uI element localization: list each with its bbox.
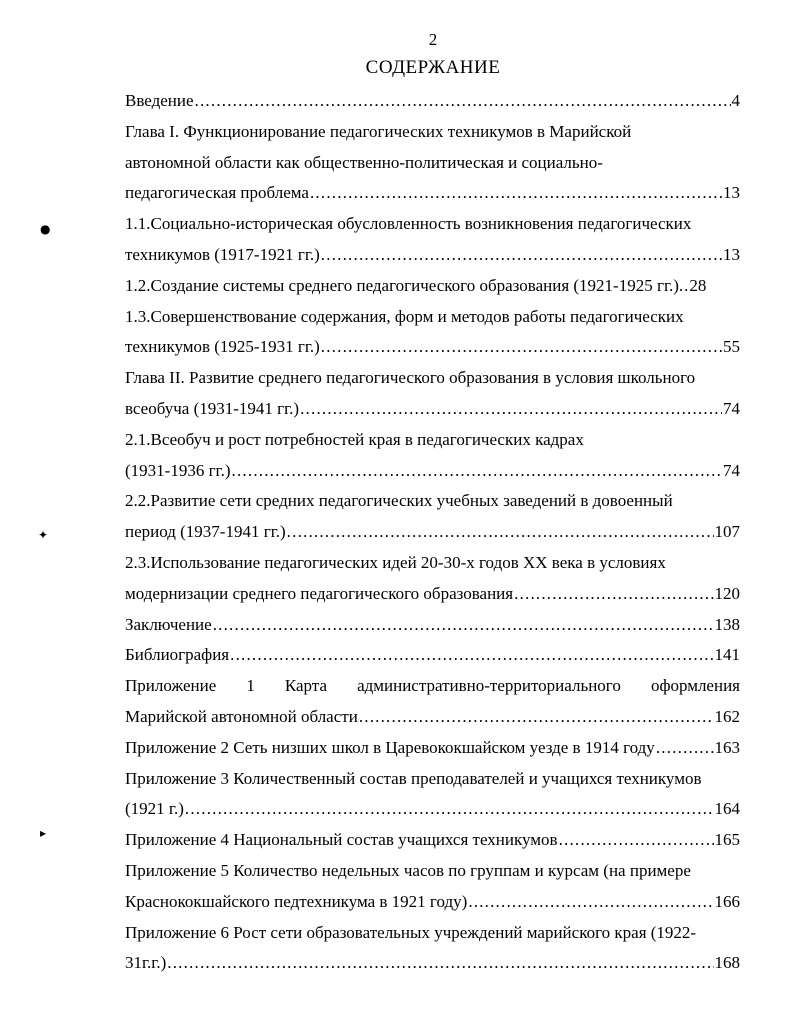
- toc-page-number: 74: [723, 398, 740, 418]
- toc-page-number: 107: [714, 522, 740, 542]
- toc-entry-chapter1-last: [125, 178, 740, 209]
- toc-entry-appendix4: [125, 825, 740, 856]
- toc-entry-title: 1.1.Социально-историческая обусловленность возникновения педагогических: [125, 214, 692, 234]
- toc-entry-1-1-last: [125, 240, 740, 271]
- toc-page-number: 138: [714, 614, 740, 634]
- toc-entry-title: Глава I. Функционирование педагогических техникумов в Марийской: [125, 121, 632, 141]
- toc-entry-appendix2: [125, 733, 740, 764]
- toc-page-number: 166: [714, 891, 740, 911]
- toc-page-number: 13: [723, 183, 740, 203]
- toc-entry-title: Приложение 3 Количественный состав преподавателей и учащихся техникумов: [125, 768, 702, 788]
- toc-entry-title: Приложение 5 Количество недельных часов по группам и курсам (на примере: [125, 860, 691, 880]
- toc-entry-chapter2-last: [125, 394, 740, 425]
- toc-entry-2-3-last: [125, 579, 740, 610]
- toc-entry-2-1-last: [125, 456, 740, 487]
- toc-page-number: 28: [689, 275, 707, 295]
- toc-page-number: 163: [714, 737, 740, 757]
- toc-entry-1-3: [125, 302, 740, 333]
- toc-entry-chapter1-cont: [125, 148, 740, 179]
- scan-speck-icon: ●: [40, 222, 51, 236]
- toc-leader: [359, 702, 714, 733]
- toc-entry-title: Марийской автономной области: [125, 706, 358, 726]
- toc-entry-word: административно-территориального: [357, 676, 621, 696]
- toc-leader: [185, 794, 714, 825]
- toc-entry-2-3: [125, 548, 740, 579]
- toc-leader: [514, 579, 713, 610]
- toc-entry-title: 1.2.Создание системы среднего педагогического образования (1921-1925 гг.): [125, 275, 679, 295]
- toc-entry-word: оформления: [650, 676, 740, 696]
- toc-entry-word: 1: [246, 676, 255, 696]
- toc-leader: [310, 178, 722, 209]
- toc-leader: [656, 733, 714, 764]
- toc-page-number: 141: [714, 645, 740, 665]
- toc-entry-title: техникумов (1925-1931 гг.): [125, 337, 320, 357]
- toc-entry-title: всеобуча (1931-1941 гг.): [125, 398, 300, 418]
- toc-entry-chapter1: [125, 117, 740, 148]
- toc-entry-appendix1: [125, 671, 740, 702]
- toc-entry-chapter2: [125, 363, 740, 394]
- toc-leader: [213, 610, 714, 641]
- toc-entry-title: Приложение 4 Национальный состав учащихся техникумов: [125, 830, 558, 850]
- toc-leader: [232, 456, 722, 487]
- toc-page-number: 4: [731, 91, 740, 110]
- page-title: СОДЕРЖАНИЕ: [365, 57, 501, 78]
- toc-entry-appendix6: [125, 918, 740, 949]
- toc-entry-title: 2.1.Всеобуч и рост потребностей края в педагогических кадрах: [125, 429, 584, 449]
- toc-entry-title: автономной области как общественно-политическая и социально-: [125, 152, 603, 172]
- toc-page-number: 168: [714, 953, 740, 973]
- scan-speck-icon: ▸: [40, 826, 47, 840]
- page-number: 2: [428, 30, 438, 49]
- toc-leader: [321, 240, 722, 271]
- toc-entry-title: Приложение 2 Сеть низших школ в Царевококшайском уезде в 1914 году: [125, 737, 655, 757]
- toc-entry-1-3-last: [125, 332, 740, 363]
- toc-entry-title: модернизации среднего педагогического образования: [125, 583, 514, 603]
- toc-entry-appendix1-last: [125, 702, 740, 733]
- toc-entry-appendix6-last: [125, 948, 740, 979]
- toc-page-number: 74: [723, 460, 740, 480]
- toc-entry-title: Глава II. Развитие среднего педагогического образования в условия школьного: [125, 368, 696, 388]
- toc-leader: [195, 86, 731, 117]
- toc-entry-title: (1931-1936 гг.): [125, 460, 231, 480]
- toc-entry-title: Введение: [125, 91, 194, 110]
- toc-entry-title: (1921 г.): [125, 799, 184, 819]
- toc-entry-title: педагогическая проблема: [125, 183, 309, 203]
- toc-entry-appendix5-last: [125, 887, 740, 918]
- toc-entry-title: Приложение 6 Рост сети образовательных учреждений марийского края (1922-: [125, 922, 697, 942]
- toc-entry-appendix5: [125, 856, 740, 887]
- toc-entry-title: техникумов (1917-1921 гг.): [125, 244, 320, 264]
- toc-entry-title: 2.3.Использование педагогических идей 20-30-х годов XX века в условиях: [125, 552, 666, 572]
- toc-entry-title: 2.2.Развитие сети средних педагогических учебных заведений в довоенный: [125, 491, 673, 511]
- toc-page-number: 120: [714, 583, 740, 603]
- toc-entry-title: Библиография: [125, 645, 230, 665]
- toc-leader: [300, 394, 722, 425]
- toc-leader: [559, 825, 714, 856]
- toc-entry-intro: [125, 86, 740, 117]
- toc-entry-appendix3-last: [125, 794, 740, 825]
- toc-leader: [230, 640, 713, 671]
- toc-leader: ..: [678, 275, 690, 295]
- toc-entry-conclusion: [125, 610, 740, 641]
- toc-entry-1-1: [125, 209, 740, 240]
- toc-page-number: 165: [714, 830, 740, 850]
- toc-entry-2-2: [125, 486, 740, 517]
- toc-leader: [321, 332, 722, 363]
- toc-entry-appendix3: [125, 764, 740, 795]
- toc-entry-1-2: [125, 271, 740, 302]
- toc-entry-2-2-last: [125, 517, 740, 548]
- toc-page-number: 162: [714, 706, 740, 726]
- toc-entry-2-1: [125, 425, 740, 456]
- toc-entry-title: Краснококшайского педтехникума в 1921 году): [125, 891, 468, 911]
- toc-entry-title: 31г.г.): [125, 953, 167, 973]
- scan-speck-icon: ✦: [38, 528, 49, 542]
- toc-entry-word: Приложение: [125, 676, 217, 696]
- toc-entry-bibliography: [125, 640, 740, 671]
- toc-entry-title: период (1937-1941 гг.): [125, 522, 286, 542]
- toc-entry-word: Карта: [284, 676, 327, 696]
- toc-leader: [167, 948, 713, 979]
- toc-page-number: 55: [723, 337, 740, 357]
- toc-leader: [468, 887, 713, 918]
- toc-page-number: 13: [723, 244, 740, 264]
- toc-entry-title: Заключение: [125, 614, 212, 634]
- table-of-contents: [125, 86, 740, 979]
- toc-leader: [287, 517, 714, 548]
- toc-entry-title: 1.3.Совершенствование содержания, форм и методов работы педагогических: [125, 306, 684, 326]
- toc-page-number: 164: [714, 799, 740, 819]
